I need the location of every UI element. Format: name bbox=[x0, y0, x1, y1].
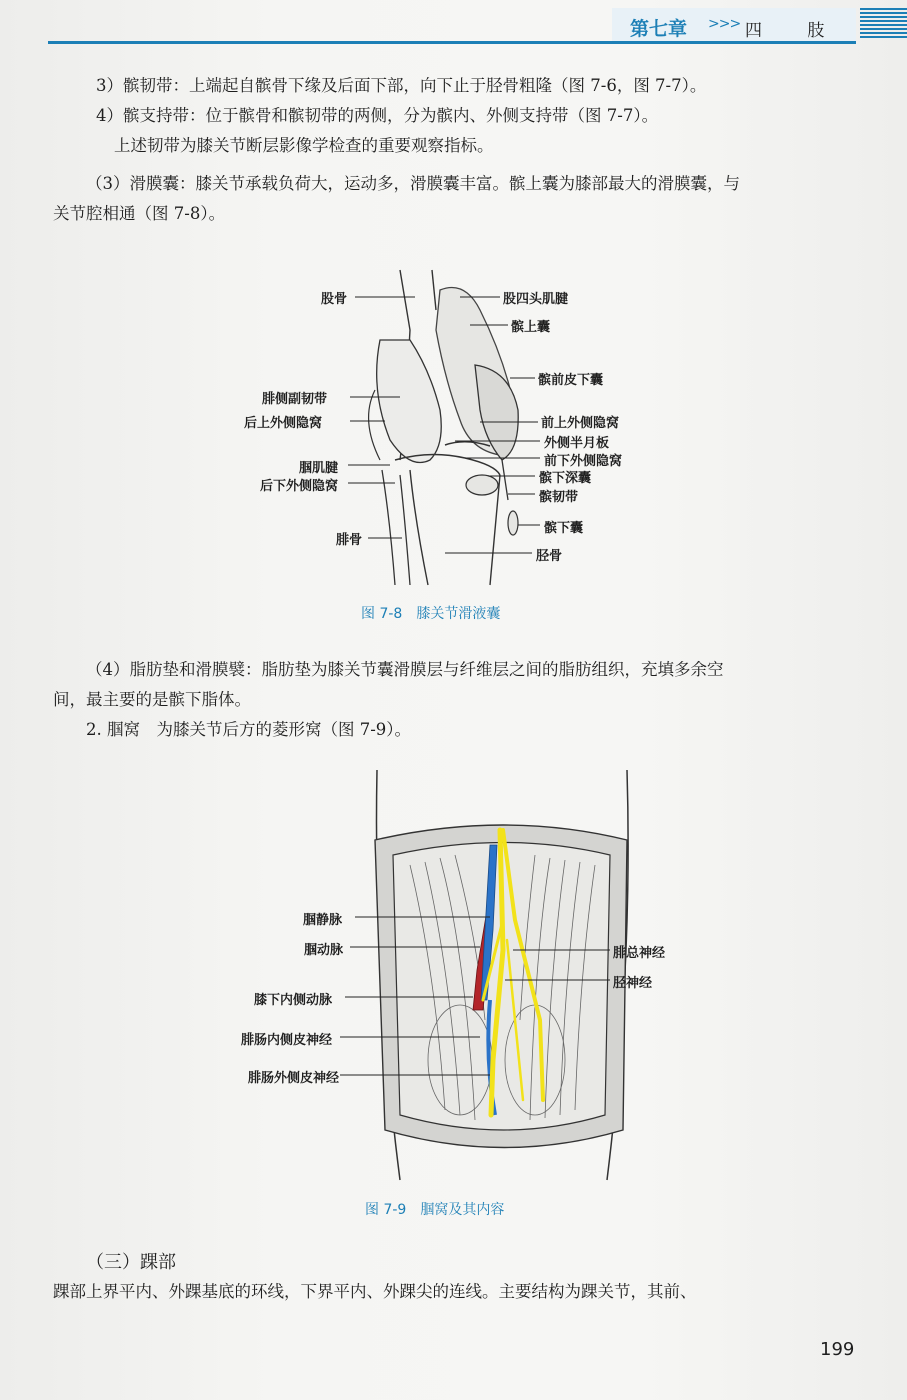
figure-7-8-knee-bursae-illustration bbox=[370, 270, 530, 585]
label-anterior-superior-lateral-recess: 前上外侧隐窝 bbox=[541, 416, 620, 431]
chevron-icon: >>> bbox=[708, 16, 741, 32]
label-posterior-superior-lateral-recess: 后上外侧隐窝 bbox=[244, 416, 323, 431]
page-number: 199 bbox=[820, 1339, 855, 1360]
label-lateral-sural-cutaneous-nerve: 腓肠外侧皮神经 bbox=[248, 1071, 340, 1086]
header-bars-decoration bbox=[860, 8, 907, 44]
label-fibula: 腓骨 bbox=[336, 533, 363, 548]
label-suprapatellar-bursa: 髌上囊 bbox=[511, 320, 551, 335]
chapter-title: 第七章 bbox=[630, 18, 688, 40]
section-heading-ankle: （三）踝部 bbox=[86, 1252, 176, 1273]
paragraph-synovial-bursa-line2: 关节腔相通（图 7-8）。 bbox=[53, 204, 226, 223]
paragraph-fat-pad-line2: 间，最主要的是髌下脂体。 bbox=[53, 690, 251, 709]
paragraph-popliteal-fossa: 2. 腘窝 为膝关节后方的菱形窝（图 7-9）。 bbox=[86, 720, 412, 739]
section-title: 四 肢 bbox=[745, 21, 845, 41]
label-tibia: 胫骨 bbox=[536, 549, 563, 564]
label-posterior-inferior-lateral-recess: 后下外侧隐窝 bbox=[260, 479, 339, 494]
figure-7-9-caption: 图 7-9 腘窝及其内容 bbox=[365, 1202, 505, 1218]
label-inferior-medial-genicular-artery: 膝下内侧动脉 bbox=[254, 993, 333, 1008]
paragraph-patellar-retinaculum: 4）髌支持带：位于髌骨和髌韧带的两侧，分为髌内、外侧支持带（图 7-7）。 bbox=[96, 106, 659, 125]
label-popliteal-vein: 腘静脉 bbox=[303, 913, 343, 928]
label-medial-sural-cutaneous-nerve: 腓肠内侧皮神经 bbox=[241, 1033, 333, 1048]
paragraph-fat-pad-line1: （4）脂肪垫和滑膜襞：脂肪垫为膝关节囊滑膜层与纤维层之间的脂肪组织，充填多余空 bbox=[86, 660, 724, 679]
label-patellar-ligament: 髌韧带 bbox=[539, 490, 579, 505]
header-rule bbox=[48, 41, 856, 44]
label-quadriceps-tendon: 股四头肌腱 bbox=[503, 292, 569, 307]
label-fibular-collateral-ligament: 腓侧副韧带 bbox=[262, 392, 328, 407]
paragraph-ligament-note: 上述韧带为膝关节断层影像学检查的重要观察指标。 bbox=[114, 136, 494, 155]
paragraph-patellar-ligament: 3）髌韧带：上端起自髌骨下缘及后面下部，向下止于胫骨粗隆（图 7-6，图 7-7）。 bbox=[96, 76, 707, 95]
label-anterior-inferior-lateral-recess: 前下外侧隐窝 bbox=[544, 454, 623, 469]
label-prepatellar-subcutaneous-bursa: 髌前皮下囊 bbox=[538, 373, 604, 388]
label-common-peroneal-nerve: 腓总神经 bbox=[613, 946, 666, 961]
label-popliteal-artery: 腘动脉 bbox=[304, 943, 344, 958]
label-tibial-nerve: 胫神经 bbox=[613, 976, 653, 991]
label-deep-infrapatellar-bursa: 髌下深囊 bbox=[539, 471, 592, 486]
running-header bbox=[0, 0, 907, 50]
paragraph-ankle-region: 踝部上界平内、外踝基底的环线，下界平内、外踝尖的连线。主要结构为踝关节，其前、 bbox=[53, 1282, 697, 1301]
label-femur: 股骨 bbox=[321, 292, 348, 307]
label-lateral-meniscus: 外侧半月板 bbox=[544, 436, 610, 451]
figure-7-9-popliteal-fossa-illustration bbox=[365, 770, 640, 1180]
paragraph-synovial-bursa-line1: （3）滑膜囊：膝关节承载负荷大，运动多，滑膜囊丰富。髌上囊为膝部最大的滑膜囊，与 bbox=[86, 174, 740, 193]
label-popliteus-tendon: 腘肌腱 bbox=[299, 461, 339, 476]
label-infrapatellar-bursa: 髌下囊 bbox=[544, 521, 584, 536]
figure-7-8-caption: 图 7-8 膝关节滑液囊 bbox=[361, 606, 501, 622]
